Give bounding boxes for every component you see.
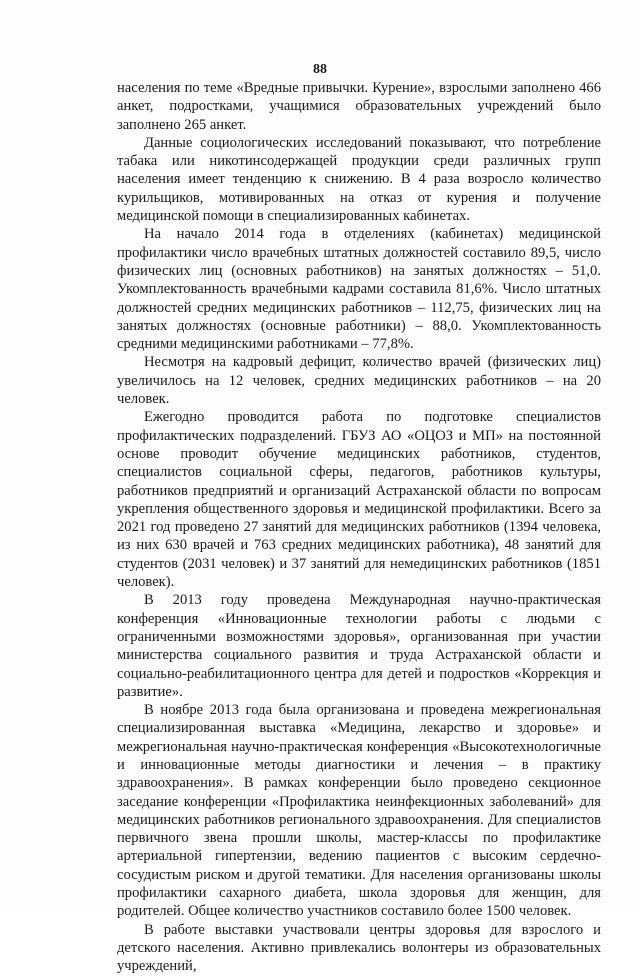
text-body bbox=[117, 79, 601, 976]
paragraph-exhibition-november: В ноябре 2013 года была организована и проведена межрегиональная специализированная выставка «Медицина, лекарство и здоровье» и межрегиональная научно-практическая конференция «Высокотехнологичные и инновационные методы диагностики и лечения – в практику здравоохранения». В рамках конференции было проведено секционное заседание конференции «Профилактика неинфекционных заболеваний» для медицинских работников регионального здравоохранения. Для специалистов первичного звена прошли школы, мастер-классы по профилактике артериальной гипертензии, ведению пациентов с высоким сердечно-сосудистым риском и другой тематики. Для населения организованы школы профилактики сахарного диабета, школа здоровья для женщин, для родителей. Общее количество участников составило более 1500 человек. bbox=[117, 702, 601, 920]
paragraph-staffing-2014: На начало 2014 года в отделениях (кабинетах) медицинской профилактики число врачебных штатных должностей составило 89,5, число физических лиц (основных работников) на занятых должностях – 51,0. Укомплектованность врачебными кадрами составила 81,6%. Число штатных должностей средних медицинских работников – 112,75, физических лиц на занятых должностях (основные работники) – 88,0. Укомплектованность средними медицинскими работниками – 77,8%. bbox=[117, 226, 601, 353]
paragraph-staff-deficit: Несмотря на кадровый дефицит, количество врачей (физических лиц) увеличилось на 12 человек, средних медицинских работников – на 20 человек. bbox=[117, 354, 601, 408]
paragraph-continuation: населения по теме «Вредные привычки. Курение», взрослыми заполнено 466 анкет, подростками, учащимися образовательных учреждений было заполнено 265 анкет. bbox=[117, 80, 601, 133]
page-number: 88 bbox=[313, 62, 327, 77]
paragraph-training: Ежегодно проводится работа по подготовке специалистов профилактических подразделений. ГБУЗ АО «ОЦОЗ и МП» на постоянной основе проводит обучение медицинских работников, студентов, специалистов социальной сферы, педагогов, работников культуры, работников предприятий и организаций Астраханской области по вопросам укрепления общественного здоровья и медицинской профилактики. Всего за 2021 год проведено 27 занятий для медицинских работников (1394 человека, из них 630 врачей и 763 средних медицинских работника), 48 занятий для студентов (2031 человек) и 37 занятий для немедицинских работников (1851 человек). bbox=[117, 409, 601, 591]
paragraph-conference-2013: В 2013 году проведена Международная научно-практическая конференция «Инновационные технологии работы с людьми с ограниченными возможностями здоровья», организованная при участии министерства социального развития и труда Астраханской области и социально-реабилитационного центра для детей и подростков «Коррекция и развитие». bbox=[117, 592, 601, 700]
paragraph-sociology-results: Данные социологических исследований показывают, что потребление табака или никотинсодержащей продукции среди различных групп населения имеет тенденцию к снижению. В 4 раза возросло количество курильщиков, мотивированных на отказ от курения и получение медицинской помощи в специализированных кабинетах. bbox=[117, 134, 601, 225]
paragraph-exhibition-participants: В работе выставки участвовали центры здоровья для взрослого и детского населения. Активно привлекались волонтеры из образовательных учреждений, bbox=[117, 921, 601, 975]
